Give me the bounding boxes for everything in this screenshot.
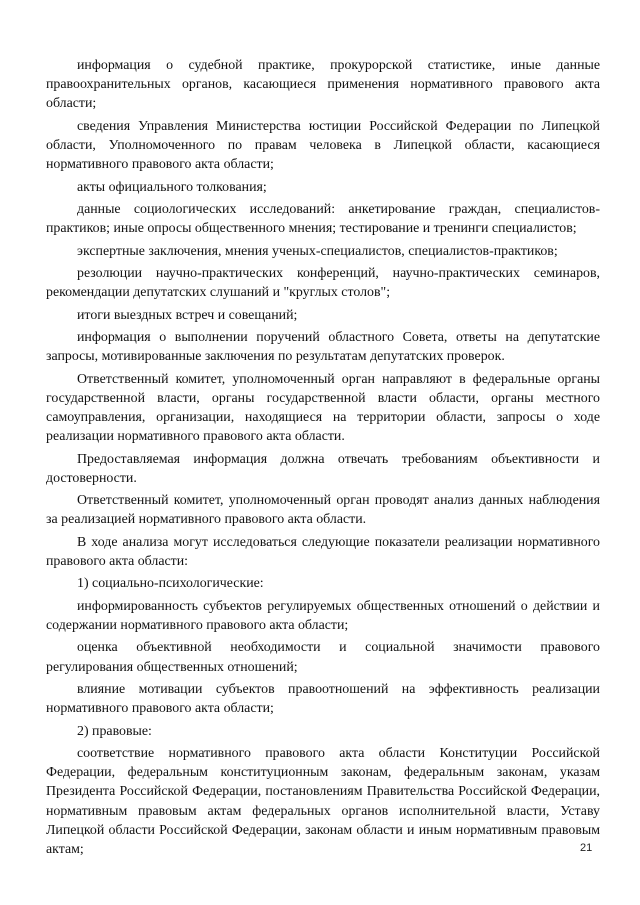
list-heading: 2) правовые: [77, 723, 152, 739]
paragraph: информация о выполнении поручений областного Совета, ответы на депутатские запросы, мотивированные заключения по результатам депутатских проверок. [46, 329, 600, 365]
paragraph: Ответственный комитет, уполномоченный орган проводят анализ данных наблюдения за реализацией нормативного правового акта области. [46, 493, 600, 528]
paragraph: экспертные заключения, мнения ученых-специалистов, специалистов-практиков; [77, 243, 558, 259]
list-heading: 1) социально-психологические: [77, 576, 264, 592]
page-number: 21 [580, 842, 593, 854]
paragraph: В ходе анализа могут исследоваться следующие показатели реализации нормативного правового акта области: [46, 534, 600, 569]
paragraph: информация о судебной практике, прокурорской статистике, иные данные правоохранительных органов, касающиеся применения нормативного правового акта области; [46, 58, 600, 112]
paragraph: Предоставляемая информация должна отвечать требованиям объективности и достоверности. [46, 451, 600, 486]
paragraph: влияние мотивации субъектов правоотношений на эффективность реализации нормативного правового акта области; [46, 681, 600, 717]
paragraph: итоги выездных встреч и совещаний; [77, 307, 298, 323]
paragraph: информированность субъектов регулируемых общественных отношений о действии и содержании нормативного правового акта области; [46, 598, 600, 633]
paragraph: Ответственный комитет, уполномоченный орган направляют в федеральные органы государственной власти, органы государственной власти области, органы местного самоуправления, организации, находящиеся на территории области, запросы о ходе реализации нормативного правового акта области. [46, 371, 600, 445]
paragraph: акты официального толкования; [77, 179, 267, 195]
document-body [46, 56, 600, 862]
paragraph: оценка объективной необходимости и социальной значимости правового регулирования общественных отношений; [46, 640, 600, 675]
paragraph: сведения Управления Министерства юстиции Российской Федерации по Липецкой области, Уполномоченного по правам человека в Липецкой области, касающиеся нормативного правового акта области; [46, 118, 600, 173]
paragraph: соответствие нормативного правового акта области Конституции Российской Федерации, федеральным конституционным законам, федеральным законам, указам Президента Российской Федерации, постановлениям Правительства Российской Федерации, нормативным правовым актам федеральных органов исполнительной власти, Уставу Липецкой области Российской Федерации, законам области и иным нормативным правовым актам; [46, 745, 600, 857]
paragraph: данные социологических исследований: анкетирование граждан, специалистов-практиков; иные опросы общественного мнения; тестирование и тренинги специалистов; [46, 201, 600, 237]
paragraph: резолюции научно-практических конференций, научно-практических семинаров, рекомендации депутатских слушаний и "круглых столов"; [46, 265, 600, 301]
